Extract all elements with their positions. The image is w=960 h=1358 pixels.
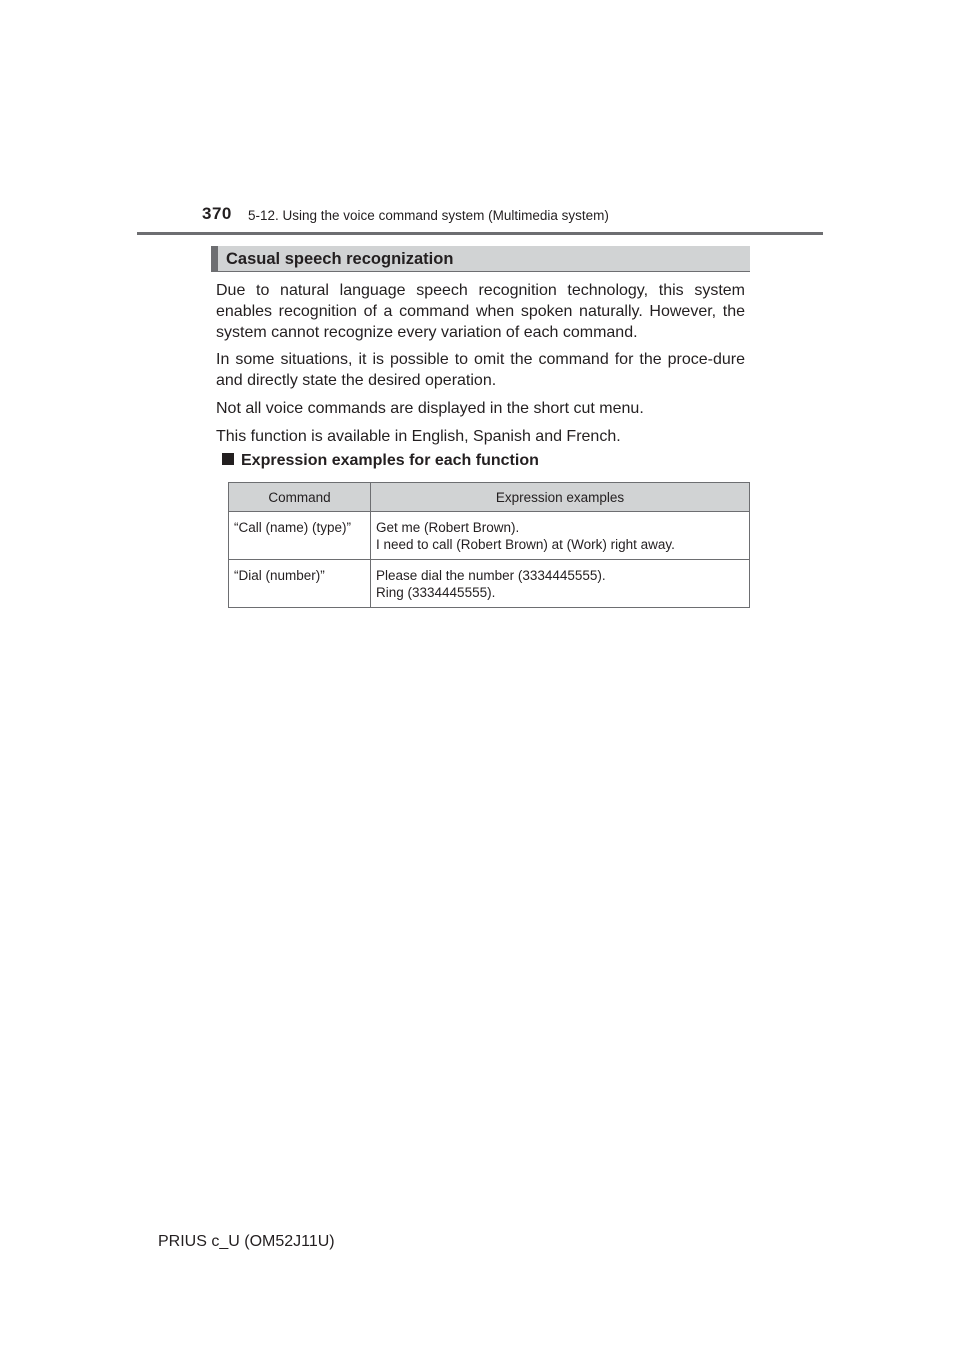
page-number: 370 — [202, 204, 232, 223]
column-header-examples: Expression examples — [371, 483, 750, 512]
examples-cell — [371, 512, 750, 560]
paragraph-text: This function is available in English, Spanish and French. — [216, 428, 621, 445]
header-divider — [137, 232, 823, 235]
body-paragraph — [216, 398, 745, 419]
paragraph-text: Not all voice commands are displayed in the short cut menu. — [216, 400, 644, 417]
subheading-text: Expression examples for each function — [241, 452, 539, 469]
subheading — [222, 452, 539, 470]
footer-model-code: PRIUS c_U (OM52J11U) — [158, 1233, 335, 1250]
column-header-command: Command — [229, 483, 371, 512]
paragraph-text: In some situations, it is possible to omit the command for the proce-dure and directly state the desired operation. — [216, 351, 745, 389]
section-heading: Casual speech recognization — [211, 246, 750, 272]
command-cell: “Call (name) (type)” — [229, 512, 371, 560]
table-row — [229, 560, 750, 608]
paragraph-text: Due to natural language speech recognition technology, this system enables recognition of a command when spoken naturally. However, the system cannot recognize every variation of each command. — [216, 282, 745, 341]
section-heading-underline — [211, 271, 750, 272]
running-header-title: 5-12. Using the voice command system (Multimedia system) — [248, 208, 609, 223]
example-line: I need to call (Robert Brown) at (Work) right away. — [376, 537, 675, 552]
examples-cell — [371, 560, 750, 608]
example-line: Get me (Robert Brown). — [376, 520, 520, 535]
table-header-row — [229, 483, 750, 512]
body-paragraph — [216, 426, 745, 447]
body-paragraph — [216, 280, 745, 343]
body-paragraph — [216, 349, 745, 391]
example-line: Ring (3334445555). — [376, 585, 496, 600]
table-row — [229, 512, 750, 560]
command-cell: “Dial (number)” — [229, 560, 371, 608]
example-line: Please dial the number (3334445555). — [376, 568, 606, 583]
expression-examples-table — [228, 482, 750, 608]
square-bullet-icon — [222, 453, 234, 465]
